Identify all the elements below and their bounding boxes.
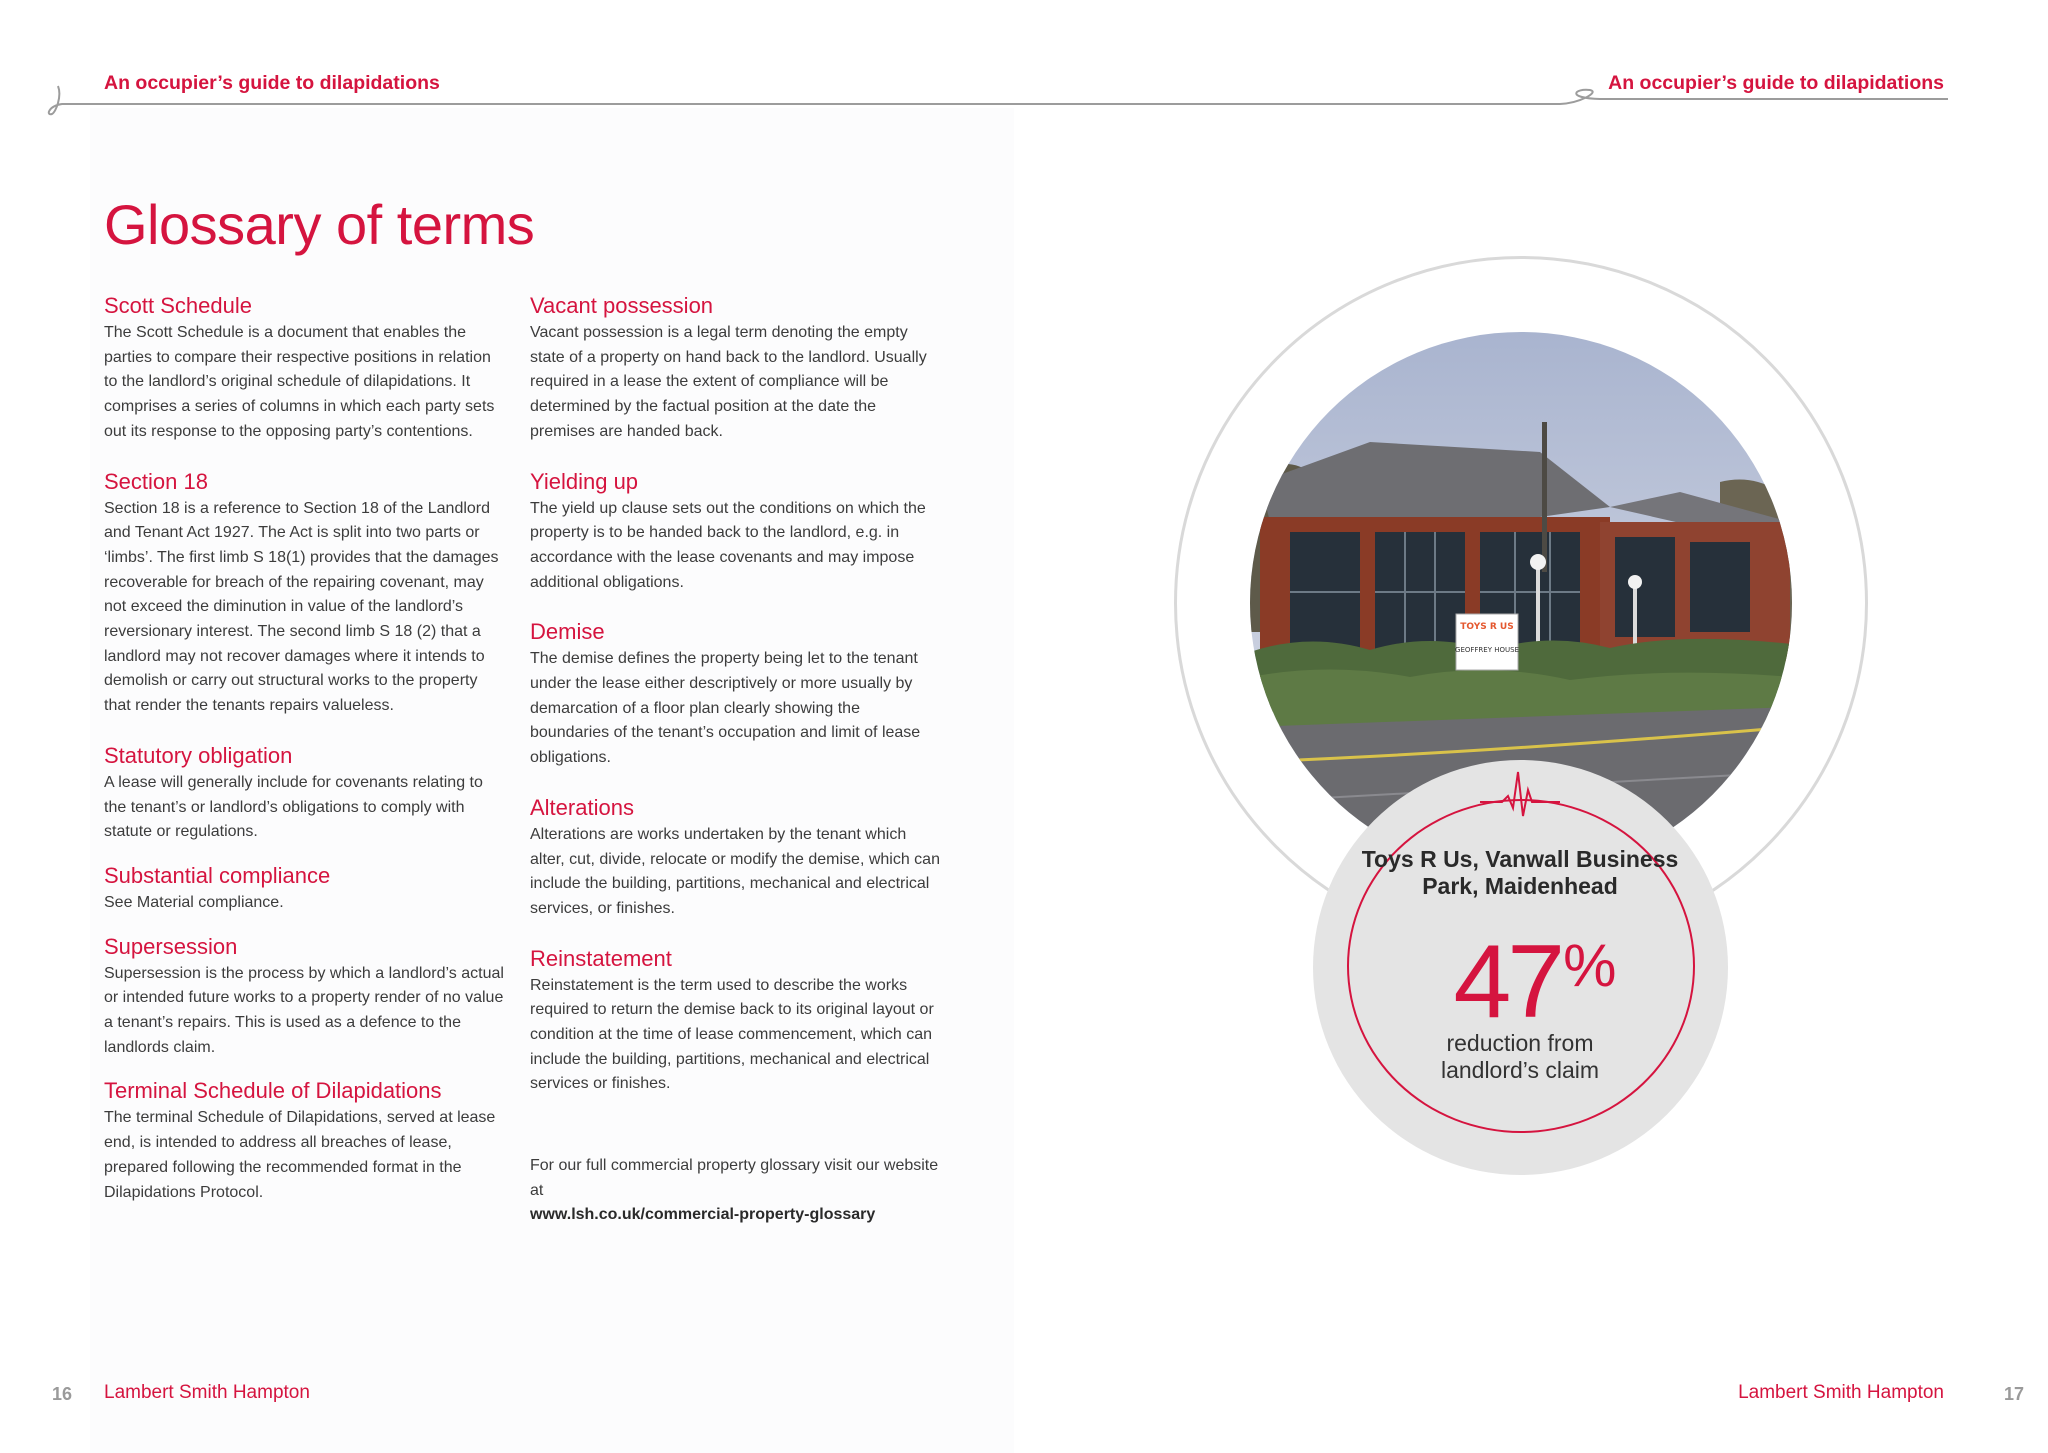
running-head-left: An occupier’s guide to dilapidations [104, 72, 440, 94]
more-info-text: For our full commercial property glossary visit our website at [530, 1157, 939, 1199]
glossary-term: Vacant possession [530, 293, 714, 318]
page-number-left: 16 [52, 1384, 73, 1404]
glossary-entry [104, 467, 504, 719]
glossary-term: Supersession [104, 933, 238, 959]
glossary-definition: See Material compliance. [104, 893, 284, 911]
glossary-column-left [104, 291, 504, 1205]
glossary-term: Statutory obligation [104, 742, 293, 768]
glossary-entry [104, 291, 504, 445]
glossary-entry [530, 467, 940, 596]
glossary-definition: A lease will generally include for covenants relating to the tenant’s or landlord’s obligations to comply with statute or regulations. [104, 773, 483, 841]
glossary-definition: The terminal Schedule of Dilapidations, served at lease end, is intended to address all breaches of lease, prepared following the recommended format in the Dilapidations Protocol. [104, 1109, 496, 1201]
running-head-right: An occupier’s guide to dilapidations [1608, 72, 1944, 94]
glossary-term: Alterations [530, 794, 634, 820]
glossary-definition: Section 18 is a reference to Section 18 of the Landlord and Tenant Act 1927. The Act is split into two parts or ‘limbs’. The first limb S 18(1) provides that the damages recoverable for breach of the repairing covenant, may not exceed the diminution in value of the landlord’s reversionary interest. The second limb S 18 (2) that a landlord may not recover damages where it intends to demolish or carry out structural works to the property that render the tenants repairs valueless. [104, 499, 499, 715]
glossary-more-info [530, 1154, 950, 1228]
brand-name-right: Lambert Smith Hampton [1738, 1382, 1944, 1403]
heartbeat-icon [1480, 766, 1560, 820]
glossary-entry [104, 1076, 504, 1205]
glossary-term: Substantial compliance [104, 862, 331, 888]
glossary-column-right [530, 291, 940, 1097]
sign-brand-text: TOYS R US [1460, 622, 1514, 632]
glossary-entry [530, 291, 940, 445]
glossary-website-link[interactable]: www.lsh.co.uk/commercial-property-glossary [530, 1206, 876, 1224]
header-swash-rule [0, 0, 2048, 130]
glossary-term: Terminal Schedule of Dilapidations [104, 1078, 442, 1104]
glossary-definition: Alterations are works undertaken by the tenant which alter, cut, divide, relocate or modify the demise, which can include the building, partitions, mechanical and electrical services, or finishes. [530, 825, 940, 917]
glossary-entry [530, 617, 940, 771]
stat-percent-symbol: % [1563, 932, 1617, 999]
glossary-term: Demise [530, 619, 605, 645]
glossary-entry [104, 861, 504, 916]
glossary-definition: Supersession is the process by which a landlord’s actual or intended future works to a property render of no value a tenant’s repairs. This is used as a defence to the landlords claim. [104, 964, 504, 1056]
glossary-entry [104, 932, 504, 1061]
glossary-definition: The Scott Schedule is a document that enables the parties to compare their respective positions in relation to the landlord’s original schedule of dilapidations. It comprises a series of columns in which each party sets out its response to the opposing party’s contentions. [104, 324, 495, 440]
glossary-entry [104, 741, 504, 845]
glossary-definition: The yield up clause sets out the conditions on which the property is to be handed back to the landlord, e.g. in accordance with the lease covenants and may impose additional obligations. [530, 499, 926, 591]
brand-name-left: Lambert Smith Hampton [104, 1382, 310, 1403]
glossary-entry [530, 793, 940, 922]
glossary-term: Reinstatement [530, 945, 672, 971]
page-number-right: 17 [2003, 1384, 2024, 1404]
glossary-definition: The demise defines the property being let to the tenant under the lease either descriptively or more usually by demarcation of a floor plan clearly showing the boundaries of the tenant’s occupation and limit of lease obligations. [530, 650, 921, 767]
sign-building-text: GEOFFREY HOUSE [1455, 646, 1519, 654]
glossary-definition: Reinstatement is the term used to describe the works required to return the demise back to its original layout or condition at the time of lease commencement, which can include the building, partitions, mechanical and electrical services or finishes. [530, 976, 934, 1093]
glossary-term: Yielding up [530, 468, 639, 494]
glossary-definition: Vacant possession is a legal term denoting the empty state of a property on hand back to the landlord. Usually required in a lease the extent of compliance will be determined by the factual position at the date the premises are handed back. [530, 324, 927, 440]
glossary-term: Scott Schedule [104, 293, 252, 318]
page-title: Glossary of terms [104, 193, 535, 256]
stat-description: reduction from landlord’s claim [1440, 1030, 1600, 1083]
case-study-caption: Toys R Us, Vanwall Business Park, Maidenhead [1361, 846, 1679, 899]
glossary-term: Section 18 [104, 468, 208, 494]
glossary-entry [530, 944, 940, 1098]
stat-value [1420, 924, 1650, 1040]
stat-number: 47 [1453, 924, 1562, 1040]
